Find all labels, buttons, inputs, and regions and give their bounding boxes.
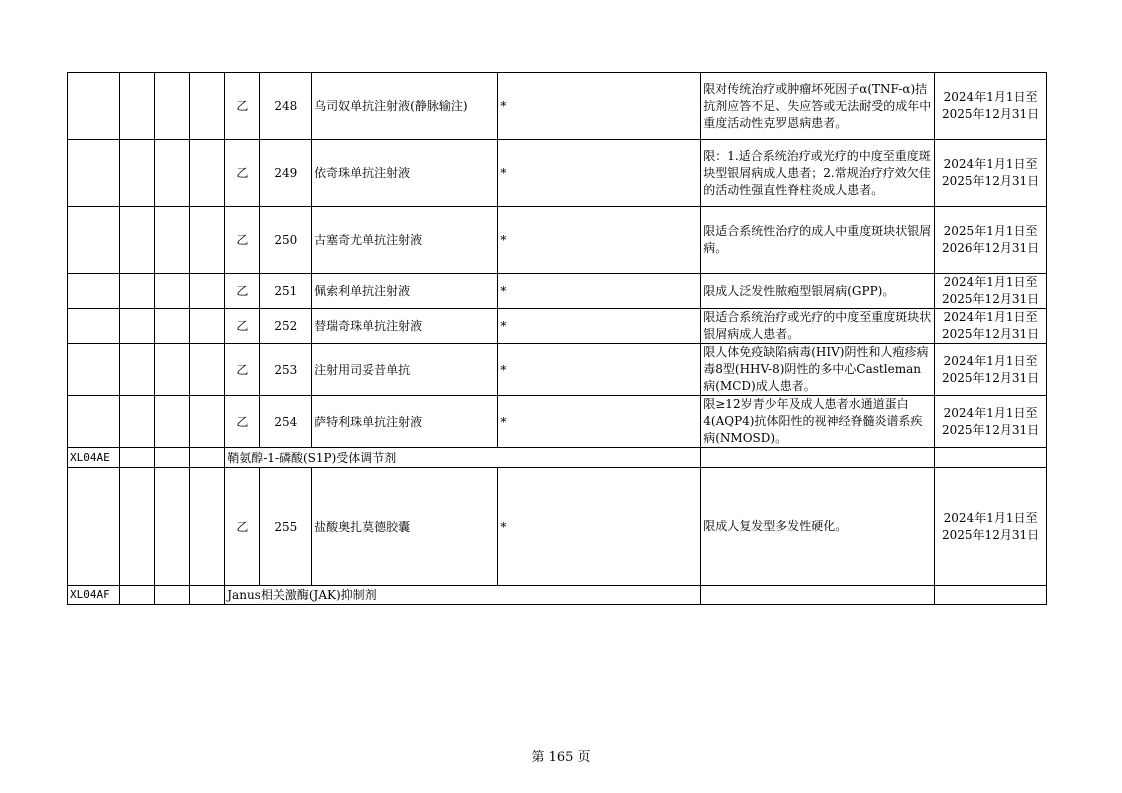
mark-cell: * (498, 207, 701, 274)
mark-cell: * (498, 468, 701, 586)
drug-name-cell: 萨特利珠单抗注射液 (312, 396, 498, 448)
grade-cell: 乙 (225, 344, 260, 396)
drug-name-cell: 依奇珠单抗注射液 (312, 140, 498, 207)
grade-cell: 乙 (225, 468, 260, 586)
date-cell (935, 396, 1047, 448)
table-row (68, 274, 1047, 309)
table-row (68, 309, 1047, 344)
drug-name-cell: 佩索利单抗注射液 (312, 274, 498, 309)
number-cell: 253 (260, 344, 312, 396)
date-end: 2025年12月31日 (942, 370, 1040, 385)
date-start: 2024年1月1日至 (943, 310, 1038, 324)
date-cell (935, 207, 1047, 274)
drug-list-table (67, 72, 1047, 605)
table-row (68, 73, 1047, 140)
drug-name-cell: 盐酸奥扎莫德胶囊 (312, 468, 498, 586)
date-cell (935, 73, 1047, 140)
table-row (68, 468, 1047, 586)
date-start: 2024年1月1日至 (943, 275, 1038, 289)
limit-cell: 限成人复发型多发性硬化。 (701, 468, 935, 586)
category-row (68, 586, 1047, 605)
date-end: 2025年12月31日 (942, 292, 1040, 306)
date-start: 2024年1月1日至 (943, 353, 1038, 368)
table-row (68, 344, 1047, 396)
grade-cell: 乙 (225, 207, 260, 274)
date-end: 2025年12月31日 (942, 327, 1040, 341)
page-number: 第 165 页 (531, 750, 591, 765)
number-cell: 249 (260, 140, 312, 207)
grade-cell: 乙 (225, 309, 260, 344)
number-cell: 250 (260, 207, 312, 274)
grade-cell: 乙 (225, 274, 260, 309)
date-end: 2025年12月31日 (942, 527, 1040, 542)
mark-cell: * (498, 73, 701, 140)
date-end: 2025年12月31日 (942, 174, 1040, 188)
date-cell (935, 274, 1047, 309)
number-cell: 252 (260, 309, 312, 344)
mark-cell: * (498, 396, 701, 448)
date-start: 2025年1月1日至 (943, 224, 1038, 238)
mark-cell: * (498, 274, 701, 309)
number-cell: 254 (260, 396, 312, 448)
limit-cell: 限对传统治疗或肿瘤坏死因子α(TNF-α)拮抗剂应答不足、失应答或无法耐受的成年中重度活动性克罗恩病患者。 (701, 73, 935, 140)
limit-cell: 限：1.适合系统治疗或光疗的中度至重度斑块型银屑病成人患者；2.常规治疗疗效欠佳的活动性强直性脊柱炎成人患者。 (701, 140, 935, 207)
limit-cell: 限适合系统治疗或光疗的中度至重度斑块状银屑病成人患者。 (701, 309, 935, 344)
number-cell: 255 (260, 468, 312, 586)
date-start: 2024年1月1日至 (943, 510, 1038, 525)
category-name: 鞘氨醇-1-磷酸(S1P)受体调节剂 (225, 448, 701, 468)
drug-name-cell: 替瑞奇珠单抗注射液 (312, 309, 498, 344)
category-name: Janus相关激酶(JAK)抑制剂 (225, 586, 701, 605)
date-end: 2025年12月31日 (942, 422, 1040, 437)
date-start: 2024年1月1日至 (943, 157, 1038, 171)
drug-name-cell: 注射用司妥昔单抗 (312, 344, 498, 396)
date-start: 2024年1月1日至 (943, 90, 1038, 104)
date-end: 2025年12月31日 (942, 107, 1040, 121)
grade-cell: 乙 (225, 73, 260, 140)
table-row (68, 207, 1047, 274)
limit-cell: 限成人泛发性脓疱型银屑病(GPP)。 (701, 274, 935, 309)
date-end: 2026年12月31日 (942, 241, 1040, 255)
drug-name-cell: 古塞奇尤单抗注射液 (312, 207, 498, 274)
drug-name-cell: 乌司奴单抗注射液(静脉输注) (312, 73, 498, 140)
mark-cell: * (498, 344, 701, 396)
category-row (68, 448, 1047, 468)
limit-cell: 限人体免疫缺陷病毒(HIV)阴性和人疱疹病毒8型(HHV-8)阴性的多中心Castleman病(MCD)成人患者。 (701, 344, 935, 396)
date-cell (935, 468, 1047, 586)
table-row (68, 396, 1047, 448)
date-start: 2024年1月1日至 (943, 405, 1038, 420)
date-cell (935, 344, 1047, 396)
date-cell (935, 140, 1047, 207)
limit-cell: 限≥12岁青少年及成人患者水通道蛋白4(AQP4)抗体阳性的视神经脊髓炎谱系疾病(NMOSD)。 (701, 396, 935, 448)
table-row (68, 140, 1047, 207)
date-cell (935, 309, 1047, 344)
mark-cell: * (498, 140, 701, 207)
category-code: XL04AE (68, 448, 120, 468)
number-cell: 251 (260, 274, 312, 309)
grade-cell: 乙 (225, 140, 260, 207)
mark-cell: * (498, 309, 701, 344)
category-code: XL04AF (68, 586, 120, 605)
grade-cell: 乙 (225, 396, 260, 448)
limit-cell: 限适合系统性治疗的成人中重度斑块状银屑病。 (701, 207, 935, 274)
number-cell: 248 (260, 73, 312, 140)
